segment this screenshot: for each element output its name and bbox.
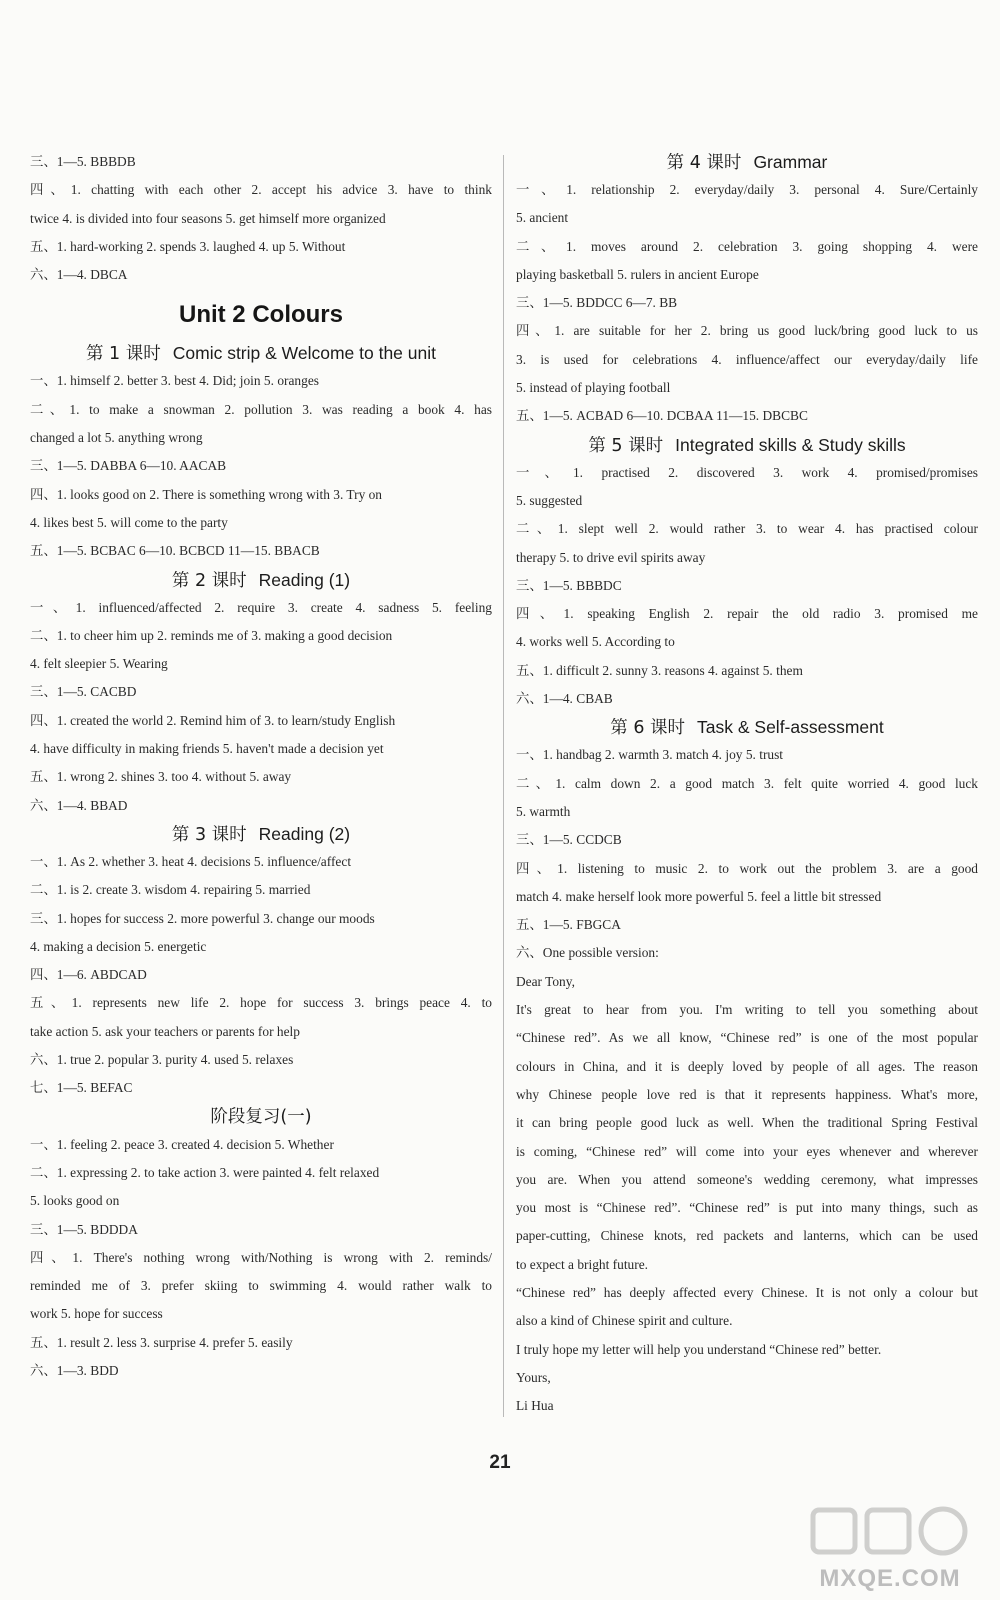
lesson-heading [516, 431, 978, 459]
answer-line: 5. warmth [516, 803, 571, 819]
answer-line: 三、1—5. DABBA 6—10. AACAB [30, 458, 227, 474]
lesson-number: 第 5 课时 [588, 435, 664, 456]
answer-line: 四、1. There's nothing wrong with/Nothing is wrong with 2. reminds/ [30, 1249, 492, 1265]
lesson-number: 第 2 课时 [171, 570, 247, 591]
answer-line: 5. ancient [516, 210, 569, 226]
answer-line: Dear Tony, [516, 973, 575, 989]
answer-line: also a kind of Chinese spirit and culture. [516, 1313, 733, 1329]
answer-line: twice 4. is divided into four seasons 5. get himself more organized [30, 210, 386, 226]
answer-line: playing basketball 5. rulers in ancient Europe [516, 266, 759, 282]
answer-line: 七、1—5. BEFAC [30, 1080, 133, 1096]
answer-line: 三、1—5. BDDDA [30, 1221, 138, 1237]
answer-line: 四、1. chatting with each other 2. accept his advice 3. have to think [30, 182, 492, 198]
answer-line: why Chinese people love red is that it represents happiness. What's more, [516, 1086, 978, 1102]
answer-line: changed a lot 5. anything wrong [30, 430, 203, 446]
answer-line: 四、1. speaking English 2. repair the old radio 3. promised me [516, 606, 978, 622]
answer-line: 3. is used for celebrations 4. influence/affect our everyday/daily life [516, 351, 978, 367]
answer-line: 4. likes best 5. will come to the party [30, 514, 228, 530]
lesson-heading [30, 339, 492, 367]
answer-line: 一、1. feeling 2. peace 3. created 4. decision 5. Whether [30, 1136, 334, 1152]
answer-line: 六、1—4. DBCA [30, 267, 128, 283]
answer-line: reminded me of 3. prefer skiing to swimming 4. would rather walk to [30, 1278, 492, 1294]
lesson-number: 阶段复习(一) [210, 1106, 312, 1127]
answer-line: 三、1—5. CACBD [30, 684, 137, 700]
answer-line: 五、1. wrong 2. shines 3. too 4. without 5. away [30, 769, 292, 785]
answer-line: 三、1—5. BBBDC [516, 577, 622, 593]
answer-line: 5. suggested [516, 492, 583, 508]
right-column [516, 148, 978, 1420]
answer-line: I truly hope my letter will help you understand “Chinese red” better. [516, 1341, 882, 1357]
answer-line: 4. felt sleepier 5. Wearing [30, 656, 168, 672]
answer-line: 二、1. moves around 2. celebration 3. going shopping 4. were [516, 238, 978, 254]
answer-line: 三、1—5. BBBDB [30, 154, 136, 169]
answer-line: 四、1. looks good on 2. There is something wrong with 3. Try on [30, 486, 383, 502]
answer-line: 4. have difficulty in making friends 5. haven't made a decision yet [30, 741, 384, 757]
lesson-title: Comic strip & Welcome to the unit [172, 343, 436, 364]
answer-line: 六、1—4. CBAB [516, 691, 613, 707]
answer-line: 四、1. are suitable for her 2. bring us good luck/bring good luck to us [516, 323, 978, 339]
answer-line: therapy 5. to drive evil spirits away [516, 549, 706, 565]
answer-line: 一、1. handbag 2. warmth 3. match 4. joy 5. trust [516, 747, 784, 763]
page-number: 21 [489, 1452, 511, 1473]
answer-line: colours in China, and it is deeply loved by people of all ages. The reason [516, 1058, 978, 1074]
answer-line: Li Hua [516, 1398, 554, 1414]
answer-line: 一、1. As 2. whether 3. heat 4. decisions 5. influence/affect [30, 853, 352, 869]
lesson-number: 第 1 课时 [85, 344, 161, 365]
answer-line: to expect a bright future. [516, 1256, 648, 1272]
answer-line: 二、1. to cheer him up 2. reminds me of 3. making a good decision [30, 627, 393, 643]
lesson-number: 第 4 课时 [666, 153, 742, 173]
lesson-heading [30, 820, 492, 848]
watermark-text: MXQE.COM [819, 1565, 961, 1592]
answer-line: 六、1—3. BDD [30, 1362, 119, 1378]
lesson-number: 第 6 课时 [610, 718, 686, 739]
answer-line: 二、1. is 2. create 3. wisdom 4. repairing 5. married [30, 882, 311, 898]
answer-line: paper-cutting, Chinese knots, red packets and lanterns, which can be used [516, 1228, 978, 1244]
answer-line: 一、1. practised 2. discovered 3. work 4. promised/promises [516, 464, 978, 480]
lesson-heading [516, 148, 978, 176]
lesson-heading [30, 1103, 492, 1131]
lesson-title: Reading (1) [258, 569, 351, 590]
lesson-number: 第 3 课时 [171, 824, 247, 845]
answer-line: 五、1. result 2. less 3. surprise 4. prefer 5. easily [30, 1334, 293, 1350]
answer-line: you are. When you attend someone's wedding ceremony, what impresses [516, 1171, 978, 1187]
answer-line: 五、1. hard-working 2. spends 3. laughed 4. up 5. Without [30, 238, 346, 254]
answer-line: 三、1—5. CCDCB [516, 832, 622, 848]
answer-line: It's great to hear from you. I'm writing to tell you something about [516, 1002, 978, 1018]
answer-line: “Chinese red” has deeply affected every Chinese. It is not only a colour but [516, 1284, 978, 1300]
column-divider [503, 155, 504, 1417]
lesson-heading [30, 566, 492, 594]
answer-line: 四、1. listening to music 2. to work out the problem 3. are a good [516, 860, 978, 876]
answer-line: Yours, [516, 1369, 551, 1385]
answer-line: 三、1. hopes for success 2. more powerful 3. change our moods [30, 910, 375, 926]
answer-line: work 5. hope for success [30, 1306, 163, 1322]
lesson-title: Grammar [753, 152, 828, 172]
answer-line: 四、1—6. ABDCAD [30, 967, 147, 983]
answer-line: 五、1. represents new life 2. hope for success 3. brings peace 4. to [30, 995, 492, 1011]
answer-line: 一、1. himself 2. better 3. best 4. Did; join 5. oranges [30, 373, 319, 389]
answer-line: 一、1. influenced/affected 2. require 3. create 4. sadness 5. feeling [30, 599, 492, 615]
answer-line: 4. making a decision 5. energetic [30, 938, 207, 954]
left-column [30, 148, 492, 1385]
answer-line: 5. looks good on [30, 1193, 120, 1209]
lesson-heading [516, 713, 978, 741]
answer-line: 二、1. slept well 2. would rather 3. to wear 4. has practised colour [516, 521, 978, 537]
answer-line: is coming, “Chinese red” will come into your eyes whenever and wherever [516, 1143, 978, 1159]
answer-line: 五、1—5. FBGCA [516, 917, 621, 933]
answer-line: 一、1. relationship 2. everyday/daily 3. personal 4. Sure/Certainly [516, 182, 978, 197]
answer-line: 五、1—5. BCBAC 6—10. BCBCD 11—15. BBACB [30, 543, 320, 559]
answer-line: match 4. make herself look more powerful 5. feel a little bit stressed [516, 888, 882, 904]
unit-title: Unit 2 Colours [178, 301, 343, 329]
answer-line: 二、1. to make a snowman 2. pollution 3. was reading a book 4. has [30, 401, 492, 417]
answer-line: “Chinese red”. As we all know, “Chinese red” is one of the most popular [516, 1030, 978, 1046]
lesson-title: Task & Self-assessment [697, 717, 884, 738]
answer-line: take action 5. ask your teachers or parents for help [30, 1023, 300, 1039]
lesson-title: Integrated skills & Study skills [675, 434, 906, 455]
answer-line: 二、1. calm down 2. a good match 3. felt quite worried 4. good luck [516, 775, 978, 791]
answer-line: 三、1—5. BDDCC 6—7. BB [516, 295, 678, 311]
answer-line: 四、1. created the world 2. Remind him of 3. to learn/study English [30, 712, 396, 728]
answer-line: 4. works well 5. According to [516, 634, 675, 650]
lesson-title: Reading (2) [258, 823, 351, 844]
answer-line: it can bring people good luck as well. When the traditional Spring Festival [516, 1115, 978, 1131]
answer-line: 5. instead of playing football [516, 380, 671, 396]
answer-line: 六、1—4. BBAD [30, 797, 128, 813]
answer-line: 六、1. true 2. popular 3. purity 4. used 5. relaxes [30, 1052, 294, 1068]
answer-line: 六、One possible version: [516, 945, 659, 961]
answer-line: 二、1. expressing 2. to take action 3. were painted 4. felt relaxed [30, 1164, 380, 1180]
answer-line: 五、1—5. ACBAD 6—10. DCBAA 11—15. DBCBC [516, 408, 808, 424]
answer-line: 五、1. difficult 2. sunny 3. reasons 4. against 5. them [516, 662, 803, 678]
answer-line: you most is “Chinese red”. “Chinese red” is put into many things, such as [516, 1200, 978, 1216]
